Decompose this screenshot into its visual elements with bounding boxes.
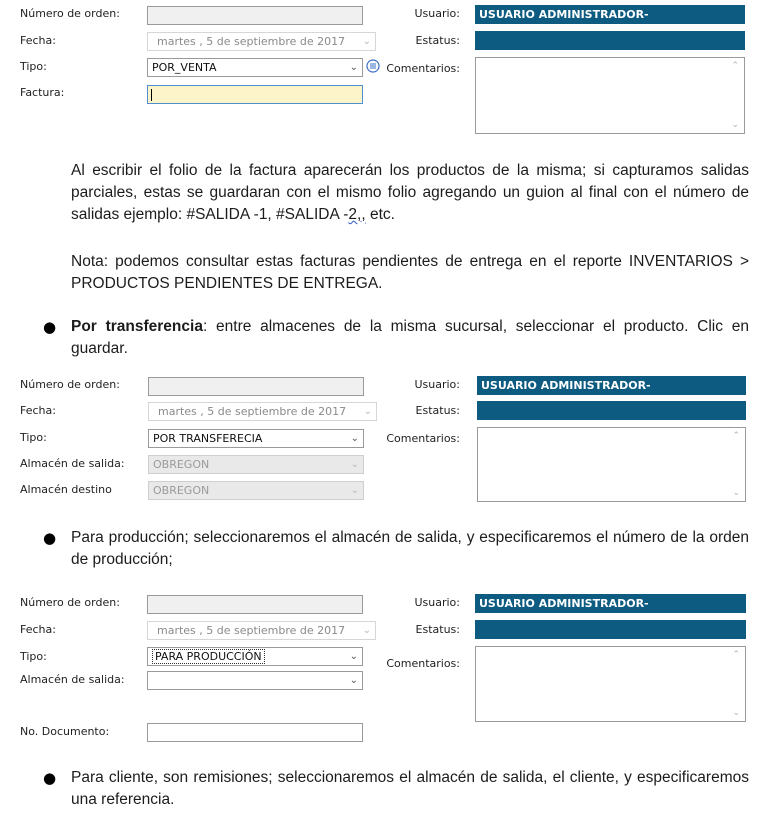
numero-orden-input[interactable] <box>148 377 364 396</box>
tipo-select[interactable] <box>147 58 363 77</box>
comentarios-textarea[interactable] <box>475 646 746 722</box>
numero-orden-input[interactable] <box>147 595 363 614</box>
p1-text: Al escribir el folio de la factura aparecerán los productos de la misma; si capturamos salidas parciales, estas se guardaran con el mismo folio agregando un guion al final con el número de salidas ejemplo: #SALIDA -1, #SALIDA - <box>71 162 749 223</box>
bullet-para-cliente: Para cliente, son remisiones; seleccionaremos el almacén de salida, el cliente, y especificaremos una referencia. <box>71 769 749 808</box>
scroll-down-icon[interactable]: ⌄ <box>731 120 739 130</box>
form-por-venta <box>0 0 763 140</box>
tipo-value: POR_VENTA <box>152 61 217 74</box>
usuario-field: USUARIO ADMINISTRADOR- <box>477 376 746 395</box>
tipo-label: Tipo: <box>20 650 47 663</box>
scroll-up-icon[interactable]: ⌃ <box>732 650 740 660</box>
numero-orden-label: Número de orden: <box>20 378 120 391</box>
chevron-down-icon: ⌄ <box>350 485 359 496</box>
comentarios-label: Comentarios: <box>386 62 460 75</box>
usuario-label: Usuario: <box>414 596 460 609</box>
scroll-up-icon[interactable]: ⌃ <box>732 431 740 441</box>
tipo-value: POR TRANSFERECIA <box>153 432 263 445</box>
fecha-value: martes , 5 de septiembre de 2017 <box>157 35 346 48</box>
estatus-label: Estatus: <box>415 404 460 417</box>
estatus-field <box>477 401 746 420</box>
fecha-picker[interactable] <box>148 402 377 421</box>
chevron-down-icon: ⌄ <box>349 675 358 686</box>
por-transferencia-text: : entre almacenes de la misma sucursal, seleccionar el producto. Clic en guardar. <box>71 318 749 357</box>
estatus-label: Estatus: <box>415 623 460 636</box>
almacen-destino-select[interactable] <box>148 481 364 500</box>
paragraph-factura-info <box>71 160 749 226</box>
chevron-down-icon: ⌄ <box>363 406 372 417</box>
chevron-down-icon: ⌄ <box>350 459 359 470</box>
usuario-label: Usuario: <box>414 7 460 20</box>
fecha-picker[interactable] <box>147 32 376 51</box>
fecha-label: Fecha: <box>20 623 56 636</box>
form-por-transferencia <box>0 370 763 505</box>
chevron-down-icon: ⌄ <box>362 36 371 47</box>
usuario-field: USUARIO ADMINISTRADOR- <box>475 594 746 613</box>
estatus-field <box>475 620 746 639</box>
factura-label: Factura: <box>20 86 65 99</box>
scroll-down-icon[interactable]: ⌄ <box>732 488 740 498</box>
bullet-para-produccion: Para producción; seleccionaremos el almacén de salida, y especificaremos el número de la orden de producción; <box>71 529 749 568</box>
tipo-select[interactable] <box>148 429 364 448</box>
almacen-salida-label: Almacén de salida: <box>20 673 125 686</box>
paragraph-nota: Nota: podemos consultar estas facturas pendientes de entrega en el reporte INVENTARIOS > PRODUCTOS PENDIENTES DE ENTREGA. <box>71 253 749 292</box>
tipo-select[interactable] <box>147 647 363 666</box>
p1-tail: etc. <box>365 206 395 223</box>
form-para-produccion <box>0 587 763 747</box>
comentarios-label: Comentarios: <box>386 432 460 445</box>
bullet-icon: ● <box>43 318 57 336</box>
numero-orden-label: Número de orden: <box>20 7 120 20</box>
usuario-field: USUARIO ADMINISTRADOR- <box>475 5 745 24</box>
fecha-picker[interactable] <box>147 621 376 640</box>
numero-orden-input[interactable] <box>147 6 363 25</box>
chevron-down-icon: ⌄ <box>349 62 358 73</box>
chevron-down-icon: ⌄ <box>362 625 371 636</box>
tipo-label: Tipo: <box>20 60 47 73</box>
fecha-value: martes , 5 de septiembre de 2017 <box>157 624 346 637</box>
comentarios-textarea[interactable] <box>475 57 745 134</box>
fecha-label: Fecha: <box>20 34 56 47</box>
comentarios-label: Comentarios: <box>386 657 460 670</box>
almacen-destino-value: OBREGON <box>153 484 210 497</box>
fecha-value: martes , 5 de septiembre de 2017 <box>158 405 347 418</box>
almacen-destino-label: Almacén destino <box>20 483 112 496</box>
chevron-down-icon: ⌄ <box>350 433 359 444</box>
almacen-salida-select[interactable] <box>147 671 363 690</box>
scroll-up-icon[interactable]: ⌃ <box>731 61 739 71</box>
bullet-icon: ● <box>43 529 57 547</box>
tipo-value: PARA PRODUCCIÓN <box>152 649 265 664</box>
factura-input[interactable] <box>147 85 363 104</box>
almacen-salida-label: Almacén de salida: <box>20 457 125 470</box>
text-cursor <box>151 89 152 101</box>
bullet-por-transferencia <box>71 316 749 360</box>
numero-orden-label: Número de orden: <box>20 596 120 609</box>
scroll-down-icon[interactable]: ⌄ <box>732 708 740 718</box>
comentarios-textarea[interactable] <box>477 427 746 502</box>
bullet-icon: ● <box>43 769 57 787</box>
tipo-label: Tipo: <box>20 431 47 444</box>
no-documento-label: No. Documento: <box>20 725 110 738</box>
usuario-label: Usuario: <box>414 378 460 391</box>
chevron-down-icon: ⌄ <box>349 651 358 662</box>
almacen-salida-select[interactable] <box>148 455 364 474</box>
estatus-field <box>475 31 745 50</box>
no-documento-input[interactable] <box>147 723 363 742</box>
fecha-label: Fecha: <box>20 404 56 417</box>
p1-squiggle: 2,, <box>348 206 366 223</box>
estatus-label: Estatus: <box>415 34 460 47</box>
list-icon[interactable] <box>366 59 380 73</box>
almacen-salida-value: OBREGON <box>153 458 210 471</box>
por-transferencia-heading: Por transferencia <box>71 318 203 335</box>
